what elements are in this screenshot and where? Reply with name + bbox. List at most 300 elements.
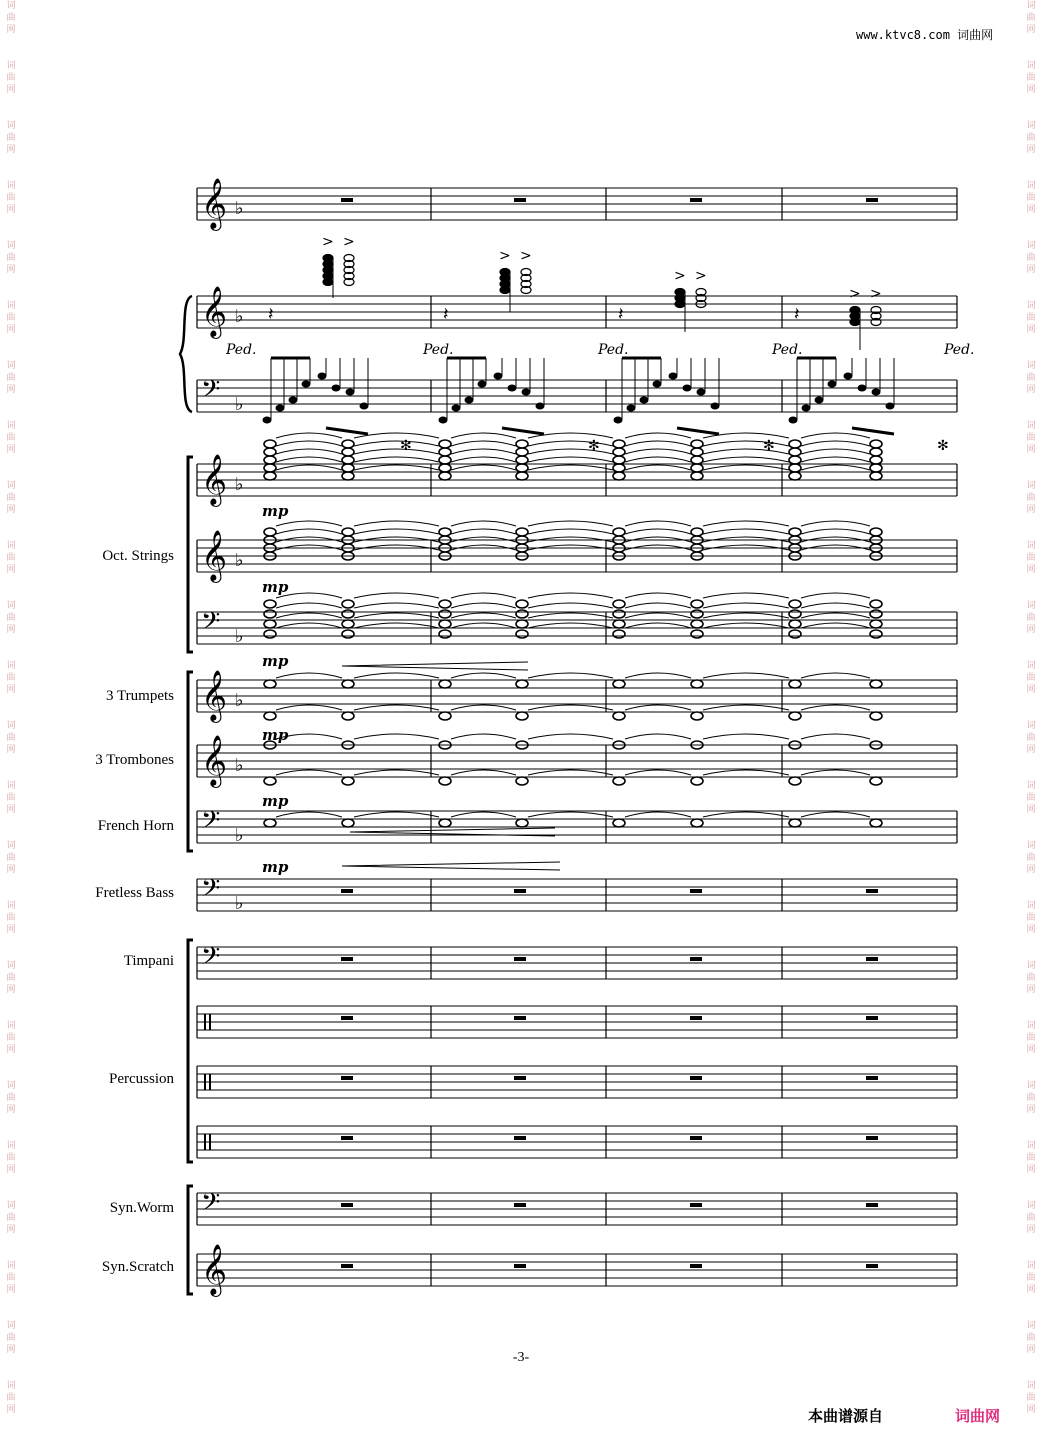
accent-mark-icon: > [870,286,882,302]
arpeggio-note [494,373,503,380]
treble-clef-icon: 𝄞 [201,530,228,581]
tie-arc [703,673,789,678]
tie-arc [451,770,516,775]
half-note [870,630,882,638]
watermark-glyph: 网 [1026,85,1036,95]
tie-arc [451,529,516,534]
half-note [691,456,703,464]
tie-arc [801,770,870,775]
watermark-glyph: 网 [6,1405,16,1415]
half-note [691,464,703,472]
watermark-glyph: 曲 [6,613,16,623]
strings-bracket [188,457,193,652]
percussion-clef-icon [209,1134,211,1150]
tie-arc [451,705,516,710]
tie-arc [354,734,439,739]
tie-arc [528,770,613,775]
arpeggio-note [789,417,798,424]
flat-key-signature-icon: ♭ [235,198,244,219]
pedal-marking: Ped. [598,342,629,358]
watermark-glyph: 网 [6,865,16,875]
half-note [870,777,882,785]
dynamic-marking: mp [262,726,289,744]
watermark-glyph: 词 [6,301,16,311]
whole-rest-icon [866,198,878,202]
watermark-glyph: 曲 [1026,193,1036,203]
flat-key-signature-icon: ♭ [235,306,244,327]
watermark-glyph: 词 [6,1381,16,1391]
tie-arc [625,441,691,446]
watermark-glyph: 词 [6,601,16,611]
watermark-glyph: 曲 [6,1153,16,1163]
tie-arc [354,593,439,598]
flat-key-signature-icon: ♭ [235,474,244,495]
tie-arc [801,521,870,526]
half-note [439,630,451,638]
tie-arc [703,613,789,618]
half-note [342,600,354,608]
tie-arc [703,529,789,534]
tie-arc [528,673,613,678]
watermark-glyph: 网 [6,25,16,35]
tie-arc [801,603,870,608]
arpeggio-note [302,381,311,388]
half-note [342,680,354,688]
tie-arc [528,529,613,534]
whole-rest-icon [690,1203,702,1207]
watermark-glyph: 词 [1026,1,1036,11]
watermark-glyph: 网 [6,1345,16,1355]
accent-mark-icon: > [343,234,355,250]
arpeggio-note [332,385,341,392]
arpeggio-note [346,389,355,396]
half-note [870,620,882,628]
percussion-clef-icon [209,1014,211,1030]
half-note [691,448,703,456]
tie-arc [801,529,870,534]
watermark-glyph: 曲 [1026,1213,1036,1223]
half-note [264,448,276,456]
half-note [691,600,703,608]
watermark-glyph: 曲 [6,1393,16,1403]
whole-rest-icon [514,889,526,893]
tie-arc [528,441,613,446]
treble-clef-icon: 𝄞 [201,454,228,505]
tie-arc [801,441,870,446]
watermark-glyph: 词 [6,661,16,671]
half-note [439,819,451,827]
label-percussion: Percussion [109,1071,174,1087]
half-note [691,777,703,785]
watermark-glyph: 网 [6,745,16,755]
tie-arc [625,449,691,454]
pedal-marking: Ped. [423,342,454,358]
whole-rest-icon [514,1076,526,1080]
tie-arc [625,593,691,598]
accent-mark-icon: > [520,248,532,264]
half-note [789,440,801,448]
half-note [516,600,528,608]
half-note [342,712,354,720]
tie-arc [703,734,789,739]
half-note [870,456,882,464]
watermark-glyph: 网 [1026,625,1036,635]
label-trumpets: 3 Trumpets [106,688,174,704]
accent-mark-icon: > [499,248,511,264]
site-url[interactable]: www.ktvc8.com [856,28,950,42]
whole-rest-icon [341,1264,353,1268]
chord-note [850,319,860,326]
watermark-glyph: 曲 [6,853,16,863]
half-note [789,777,801,785]
half-note [439,712,451,720]
watermark-glyph: 词 [6,841,16,851]
half-note [691,630,703,638]
tie-arc [703,441,789,446]
watermark-glyph: 词 [6,901,16,911]
tie-arc [703,449,789,454]
watermark-glyph: 网 [1026,865,1036,875]
crescendo-hairpin [342,662,528,670]
watermark-glyph: 曲 [1026,973,1036,983]
half-note [439,600,451,608]
half-note [342,528,354,536]
tie-arc [354,529,439,534]
half-note [516,456,528,464]
tie-arc [801,593,870,598]
tie-arc [801,457,870,462]
watermark-glyph: 曲 [1026,1393,1036,1403]
tie-arc [703,705,789,710]
tie-arc [451,673,516,678]
label-syn-worm: Syn.Worm [109,1200,174,1216]
percussion-clef-icon [204,1074,206,1090]
watermark-glyph: 网 [6,685,16,695]
arpeggio-note [683,385,692,392]
half-note [342,456,354,464]
half-note [613,712,625,720]
flat-key-signature-icon: ♭ [235,690,244,711]
half-note [264,630,276,638]
tie-arc [703,812,789,817]
tie-arc [625,734,691,739]
tie-arc [276,603,342,608]
note-beam [326,428,368,434]
watermark-glyph: 网 [1026,445,1036,455]
watermark-glyph: 曲 [1026,493,1036,503]
tie-arc [703,465,789,470]
half-note [439,680,451,688]
brass-bracket [188,672,193,851]
half-note [870,680,882,688]
tie-arc [625,705,691,710]
half-note [516,528,528,536]
watermark-glyph: 网 [6,505,16,515]
dynamic-marking: mp [262,858,289,876]
arpeggio-note [669,373,678,380]
tie-arc [703,770,789,775]
watermark-glyph: 网 [6,1105,16,1115]
watermark-glyph: 曲 [6,973,16,983]
label-french-horn: French Horn [97,818,174,834]
watermark-glyph: 曲 [6,373,16,383]
percussion-clef-icon [204,1014,206,1030]
half-note [439,464,451,472]
arpeggio-note [289,397,298,404]
watermark-glyph: 网 [6,85,16,95]
watermark-glyph: 词 [1026,961,1036,971]
note-beam [502,428,544,434]
arpeggio-note [318,373,327,380]
tie-arc [276,812,342,817]
half-note [613,456,625,464]
whole-rest-icon [866,1016,878,1020]
watermark-glyph: 曲 [6,1213,16,1223]
half-note [516,448,528,456]
whole-rest-icon [514,1016,526,1020]
watermark-glyph: 曲 [1026,913,1036,923]
watermark-glyph: 词 [6,1261,16,1271]
half-note [439,472,451,480]
half-note [342,630,354,638]
page-number: -3- [512,1350,530,1365]
watermark-glyph: 词 [6,181,16,191]
whole-rest-icon [690,889,702,893]
tie-arc [276,705,342,710]
watermark-glyph: 网 [1026,1285,1036,1295]
pedal-marking: Ped. [772,342,803,358]
arpeggio-note [844,373,853,380]
whole-rest-icon [514,1136,526,1140]
watermark-glyph: 网 [1026,205,1036,215]
tie-arc [276,623,342,628]
percussion-clef-icon [204,1134,206,1150]
arpeggio-note [697,389,706,396]
tie-arc [625,812,691,817]
arpeggio-note [465,397,474,404]
tie-arc [801,734,870,739]
tie-arc [801,673,870,678]
label-oct-strings: Oct. Strings [102,548,174,564]
whole-rest-icon [866,1203,878,1207]
half-note [264,712,276,720]
half-note [691,819,703,827]
half-note [342,819,354,827]
half-note [789,620,801,628]
piano-brace [180,296,192,412]
half-note [439,440,451,448]
tie-arc [276,613,342,618]
tie-arc [625,521,691,526]
watermark-glyph: 词 [1026,181,1036,191]
tie-arc [801,449,870,454]
half-note [613,448,625,456]
watermark-glyph: 词 [1026,121,1036,131]
watermark-glyph: 网 [6,805,16,815]
watermark-glyph: 曲 [6,13,16,23]
half-note [264,600,276,608]
flat-key-signature-icon: ♭ [235,893,244,914]
half-note [613,620,625,628]
label-trombones: 3 Trombones [95,752,174,768]
half-note [789,712,801,720]
watermark-glyph: 网 [6,925,16,935]
watermark-glyph: 网 [1026,1105,1036,1115]
half-note [516,472,528,480]
watermark-glyph: 曲 [6,133,16,143]
watermark-glyph: 词 [1026,481,1036,491]
watermark-glyph: 词 [1026,601,1036,611]
treble-clef-icon: 𝄞 [201,670,228,721]
pedal-release-icon: ✻ [937,438,949,454]
tie-arc [354,623,439,628]
watermark-glyph: 网 [6,445,16,455]
half-note [691,610,703,618]
watermark-glyph: 曲 [1026,313,1036,323]
half-note [342,472,354,480]
tie-arc [354,521,439,526]
tie-arc [625,673,691,678]
tie-arc [276,521,342,526]
watermark-glyph: 词 [1026,301,1036,311]
watermark-glyph: 词 [1026,1141,1036,1151]
arpeggio-note [627,405,636,412]
watermark-glyph: 词 [6,61,16,71]
watermark-glyph: 词 [6,481,16,491]
half-note [789,680,801,688]
note-beam [677,428,719,434]
chord-note [675,301,685,308]
tie-arc [276,449,342,454]
half-note [870,448,882,456]
dynamic-marking: mp [262,652,289,670]
whole-rest-icon [866,957,878,961]
watermark-glyph: 词 [1026,241,1036,251]
half-note [264,819,276,827]
arpeggio-note [711,403,720,410]
watermark-glyph: 网 [6,325,16,335]
half-note [789,819,801,827]
watermark-glyph: 网 [1026,145,1036,155]
tie-arc [451,433,516,438]
accent-mark-icon: > [674,268,686,284]
half-note [613,680,625,688]
tie-arc [276,529,342,534]
dynamic-marking: mp [262,578,289,596]
tie-arc [528,593,613,598]
arpeggio-note [815,397,824,404]
tie-arc [354,705,439,710]
tie-arc [528,457,613,462]
watermark-glyph: 曲 [6,433,16,443]
watermark-glyph: 曲 [1026,373,1036,383]
whole-rest-icon [866,889,878,893]
arpeggio-note [802,405,811,412]
half-note [516,464,528,472]
chord-note [323,279,333,286]
tie-arc [354,770,439,775]
tie-arc [451,593,516,598]
half-note [342,777,354,785]
tie-arc [528,812,613,817]
watermark-glyph: 网 [6,145,16,155]
site-name[interactable]: 词曲网 [957,28,994,42]
half-note [516,819,528,827]
watermark-glyph: 曲 [1026,793,1036,803]
watermark-glyph: 词 [1026,1081,1036,1091]
watermark-glyph: 曲 [6,1273,16,1283]
watermark-glyph: 词 [1026,61,1036,71]
footer-brand-link[interactable]: 词曲网 [955,1407,1001,1425]
half-note [789,472,801,480]
tie-arc [703,521,789,526]
half-note [342,440,354,448]
watermark-glyph: 曲 [6,253,16,263]
bass-clef-icon: 𝄢 [201,874,221,909]
tie-arc [451,449,516,454]
watermark-glyph: 网 [1026,685,1036,695]
watermark-glyph: 网 [1026,265,1036,275]
watermark-glyph: 曲 [1026,1333,1036,1343]
half-note [613,610,625,618]
tie-arc [625,623,691,628]
watermark-glyph: 曲 [1026,1153,1036,1163]
watermark-glyph: 词 [1026,661,1036,671]
whole-rest-icon [341,1203,353,1207]
tie-arc [528,449,613,454]
quarter-rest-icon: 𝄽 [443,304,449,325]
watermark-glyph: 网 [1026,25,1036,35]
watermark-glyph: 网 [6,1165,16,1175]
half-note [342,448,354,456]
half-note [264,456,276,464]
watermark-glyph: 曲 [1026,133,1036,143]
arpeggio-note [276,405,285,412]
half-note [264,777,276,785]
bass-clef-icon: 𝄢 [201,607,221,642]
whole-rest-icon [866,1136,878,1140]
watermark-glyph: 曲 [1026,1093,1036,1103]
half-note [613,630,625,638]
dynamic-marking: mp [262,792,289,810]
watermark-glyph: 网 [6,985,16,995]
tie-arc [528,603,613,608]
tie-arc [451,465,516,470]
tie-arc [625,613,691,618]
watermark-glyph: 网 [6,1045,16,1055]
half-note [691,620,703,628]
watermark-glyph: 词 [1026,901,1036,911]
watermark-glyph: 网 [1026,325,1036,335]
whole-rest-icon [341,1076,353,1080]
half-note [870,610,882,618]
tie-arc [451,812,516,817]
half-note [264,610,276,618]
whole-rest-icon [690,198,702,202]
bass-clef-icon: 𝄢 [201,1188,221,1223]
whole-rest-icon [866,1264,878,1268]
watermark-glyph: 曲 [1026,433,1036,443]
watermark-glyph: 曲 [1026,13,1036,23]
pedal-release-icon: ✻ [400,438,412,454]
half-note [613,777,625,785]
watermark-glyph: 词 [6,1141,16,1151]
watermark-glyph: 网 [6,385,16,395]
half-note [516,680,528,688]
arpeggio-note [858,385,867,392]
watermark-glyph: 网 [1026,565,1036,575]
watermark-glyph: 曲 [6,733,16,743]
